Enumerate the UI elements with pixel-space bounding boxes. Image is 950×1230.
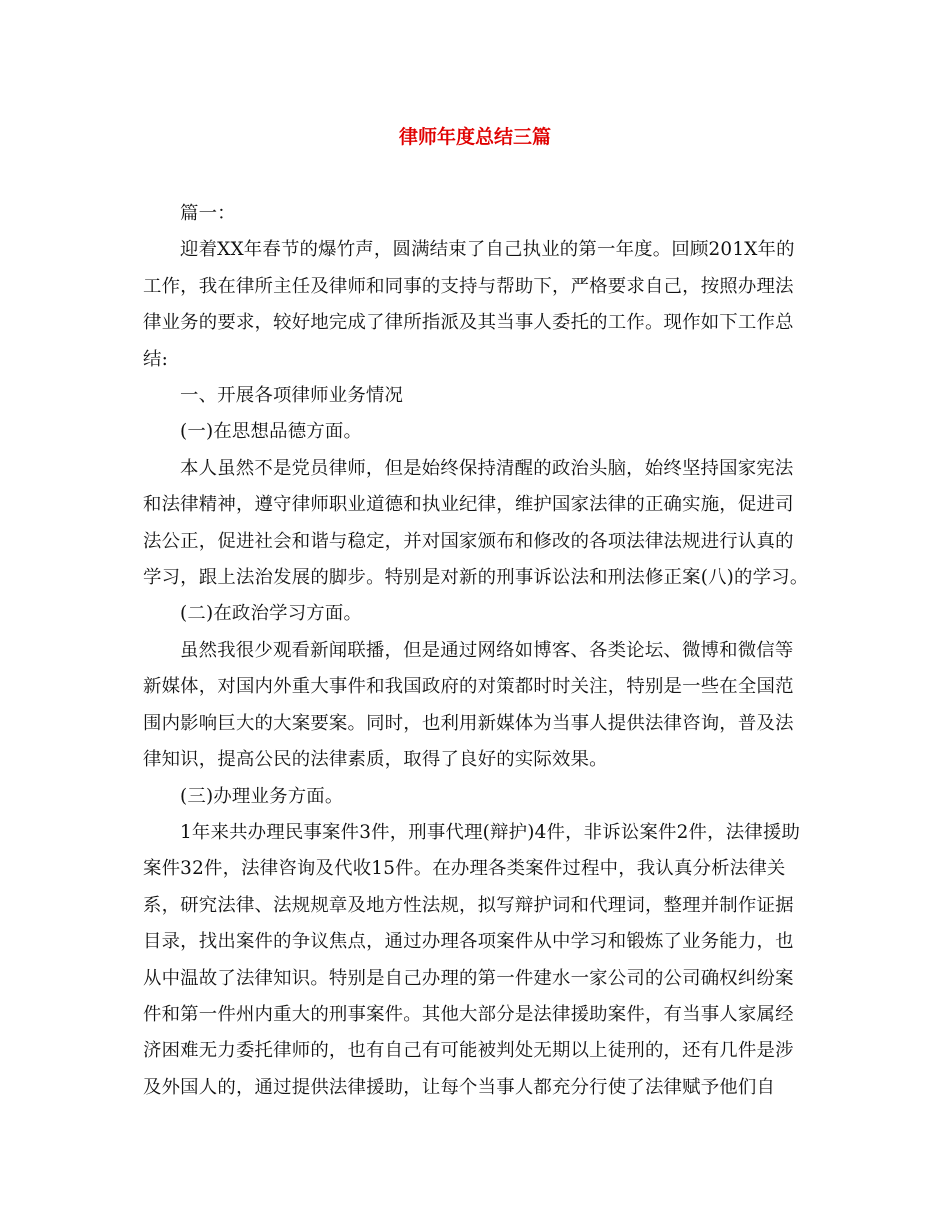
document-title: 律师年度总结三篇: [398, 126, 551, 148]
section-heading-business: 一、开展各项律师业务情况: [180, 385, 404, 407]
document-body: [143, 196, 809, 1106]
subheading-morality: (一)在思想品德方面。: [180, 421, 363, 443]
section-heading-part-one: 篇一：: [180, 203, 236, 224]
political-study-paragraph: 虽然我很少观看新闻联播，但是通过网络如博客、各类论坛、微博和微信等新媒体，对国内外重大事件和我国政府的对策都时时关注，特别是一些在全国范围内影响巨大的大案要案。同时，也利用新媒体为当事人提供法律咨询，普及法律知识，提高公民的法律素质，取得了良好的实际效果。: [143, 639, 794, 771]
morality-paragraph: 本人虽然不是党员律师，但是始终保持清醒的政治头脑，始终坚持国家宪法和法律精神，遵守律师职业道德和执业纪律，维护国家法律的正确实施，促进司法公正，促进社会和谐与稳定，并对国家颁布和修改的各项法律法规进行认真的学习，跟上法治发展的脚步。特别是对新的刑事诉讼法和刑法修正案(八)的学习。: [143, 457, 809, 589]
subheading-case-handling: (三)办理业务方面。: [180, 785, 344, 807]
intro-paragraph: 迎着XX年春节的爆竹声，圆满结束了自己执业的第一年度。回顾201X年的工作，我在律所主任及律师和同事的支持与帮助下，严格要求自己，按照办理法律业务的要求，较好地完成了律所指派及其当事人委托的工作。现作如下工作总结:: [143, 239, 795, 370]
case-handling-paragraph: 1年来共办理民事案件3件，刑事代理(辩护)4件，非诉讼案件2件，法律援助案件32件，法律咨询及代收15件。在办理各类案件过程中，我认真分析法律关系，研究法律、法规规章及地方性法规，拟写辩护词和代理词，整理并制作证据目录，找出案件的争议焦点，通过办理各项案件从中学习和锻炼了业务能力，也从中温故了法律知识。特别是自己办理的第一件建水一家公司的公司确权纠纷案件和第一件州内重大的刑事案件。其他大部分是法律援助案件，有当事人家属经济困难无力委托律师的，也有自己有可能被判处无期以上徒刑的，还有几件是涉及外国人的，通过提供法律援助，让每个当事人都充分行使了法律赋予他们自: [143, 821, 801, 1098]
subheading-political-study: (二)在政治学习方面。: [180, 603, 363, 625]
